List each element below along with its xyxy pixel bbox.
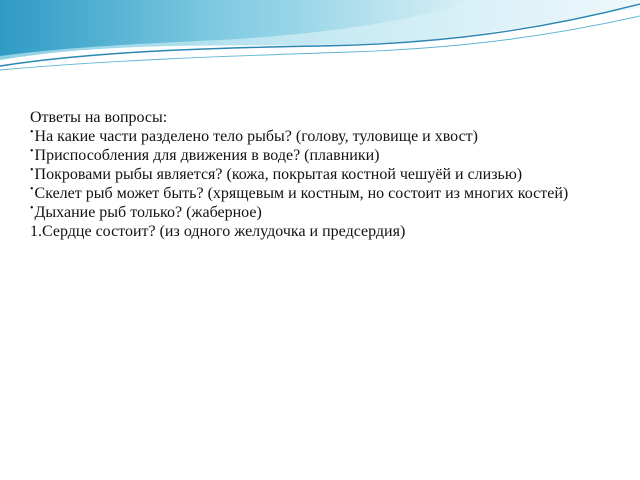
list-item-text: Покровами рыбы является? (кожа, покрытая костной чешуёй и слизью) bbox=[34, 166, 523, 183]
bullet-icon: • bbox=[30, 184, 34, 195]
list-item bbox=[30, 127, 590, 146]
list-item-text: Приспособления для движения в воде? (плавники) bbox=[34, 147, 380, 164]
list-item bbox=[30, 184, 590, 203]
answer-list bbox=[30, 127, 590, 222]
bullet-icon: • bbox=[30, 203, 34, 214]
numbered-item: 1.Сердце состоит? (из одного желудочка и предсердия) bbox=[30, 223, 406, 240]
bullet-icon: • bbox=[30, 146, 34, 157]
bullet-icon: • bbox=[30, 127, 34, 138]
list-item bbox=[30, 146, 590, 165]
list-item bbox=[30, 165, 590, 184]
slide-heading: Ответы на вопросы: bbox=[30, 109, 168, 126]
list-item bbox=[30, 203, 590, 222]
list-item-text: На какие части разделено тело рыбы? (голову, туловище и хвост) bbox=[34, 128, 478, 145]
list-item-text: Дыхание рыб только? (жаберное) bbox=[34, 204, 262, 221]
bullet-icon: • bbox=[30, 165, 34, 176]
slide-body bbox=[30, 108, 590, 241]
header-wave-decoration bbox=[0, 0, 640, 90]
list-item-text: Скелет рыб может быть? (хрящевым и костным, но состоит из многих костей) bbox=[34, 185, 569, 202]
